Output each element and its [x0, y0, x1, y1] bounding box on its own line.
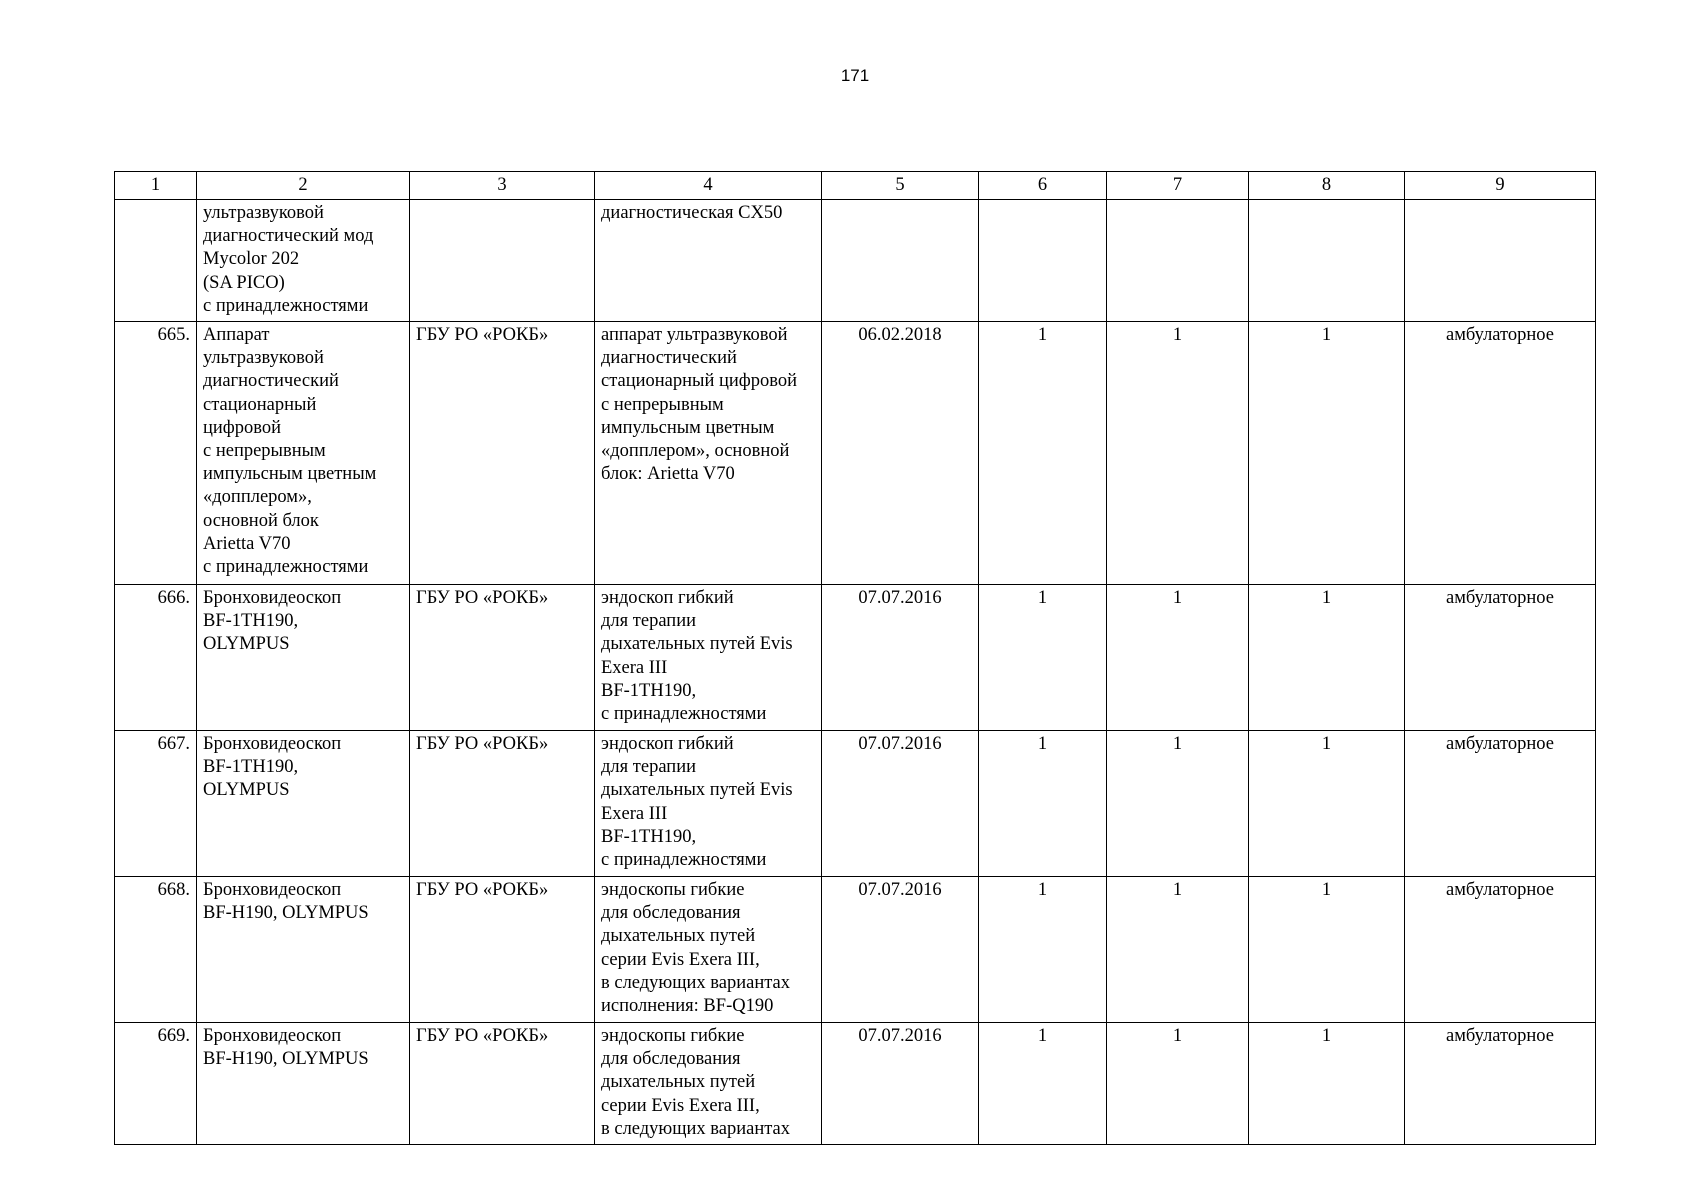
equipment-description: эндоскопы гибкие для обследования дыхательных путей серии Evis Exera III, в следующих вариантах	[595, 1023, 822, 1145]
column-header-8: 8	[1249, 172, 1405, 200]
table-row	[115, 200, 1596, 322]
quantity-col6: 1	[979, 731, 1107, 877]
organization: ГБУ РО «РОКБ»	[410, 1023, 595, 1145]
quantity-col6: 1	[979, 322, 1107, 585]
equipment-description: диагностическая CX50	[595, 200, 822, 322]
table-row	[115, 731, 1596, 877]
equipment-description: аппарат ультразвуковой диагностический стационарный цифровой с непрерывным импульсным цветным «допплером», основной блок: Arietta V70	[595, 322, 822, 585]
quantity-col7: 1	[1107, 877, 1249, 1023]
table-row	[115, 1023, 1596, 1145]
column-header-1: 1	[115, 172, 197, 200]
equipment-name: Бронховидеоскоп BF-H190, OLYMPUS	[197, 877, 410, 1023]
column-header-4: 4	[595, 172, 822, 200]
date: 07.07.2016	[822, 585, 979, 731]
table-row	[115, 877, 1596, 1023]
care-condition: амбулаторное	[1405, 322, 1596, 585]
organization: ГБУ РО «РОКБ»	[410, 877, 595, 1023]
table-row	[115, 322, 1596, 585]
care-condition: амбулаторное	[1405, 877, 1596, 1023]
quantity-col6: 1	[979, 1023, 1107, 1145]
quantity-col8: 1	[1249, 877, 1405, 1023]
equipment-table	[114, 171, 1596, 1145]
equipment-name: ультразвуковой диагностический мод Mycolor 202 (SA PICO) с принадлежностями	[197, 200, 410, 322]
equipment-name: Бронховидеоскоп BF-1TH190, OLYMPUS	[197, 731, 410, 877]
quantity-col8: 1	[1249, 731, 1405, 877]
equipment-name: Бронховидеоскоп BF-1TH190, OLYMPUS	[197, 585, 410, 731]
column-header-6: 6	[979, 172, 1107, 200]
organization	[410, 200, 595, 322]
care-condition: амбулаторное	[1405, 731, 1596, 877]
column-header-5: 5	[822, 172, 979, 200]
row-number	[115, 200, 197, 322]
care-condition: амбулаторное	[1405, 1023, 1596, 1145]
date: 06.02.2018	[822, 322, 979, 585]
organization: ГБУ РО «РОКБ»	[410, 585, 595, 731]
date: 07.07.2016	[822, 731, 979, 877]
column-header-2: 2	[197, 172, 410, 200]
row-number: 666.	[115, 585, 197, 731]
quantity-col7: 1	[1107, 585, 1249, 731]
equipment-description: эндоскопы гибкие для обследования дыхательных путей серии Evis Exera III, в следующих вариантах исполнения: BF-Q190	[595, 877, 822, 1023]
date	[822, 200, 979, 322]
quantity-col7: 1	[1107, 322, 1249, 585]
quantity-col6: 1	[979, 585, 1107, 731]
table-row	[115, 585, 1596, 731]
equipment-name: Бронховидеоскоп BF-H190, OLYMPUS	[197, 1023, 410, 1145]
care-condition	[1405, 200, 1596, 322]
quantity-col8: 1	[1249, 1023, 1405, 1145]
quantity-col7: 1	[1107, 1023, 1249, 1145]
organization: ГБУ РО «РОКБ»	[410, 731, 595, 877]
row-number: 667.	[115, 731, 197, 877]
quantity-col7: 1	[1107, 731, 1249, 877]
column-header-7: 7	[1107, 172, 1249, 200]
column-header-9: 9	[1405, 172, 1596, 200]
row-number: 669.	[115, 1023, 197, 1145]
row-number: 668.	[115, 877, 197, 1023]
page-number: 171	[840, 66, 870, 85]
quantity-col6	[979, 200, 1107, 322]
quantity-col7	[1107, 200, 1249, 322]
care-condition: амбулаторное	[1405, 585, 1596, 731]
quantity-col8: 1	[1249, 322, 1405, 585]
quantity-col8	[1249, 200, 1405, 322]
quantity-col6: 1	[979, 877, 1107, 1023]
equipment-description: эндоскоп гибкий для терапии дыхательных путей Evis Exera III BF-1TH190, с принадлежностями	[595, 585, 822, 731]
row-number: 665.	[115, 322, 197, 585]
date: 07.07.2016	[822, 1023, 979, 1145]
equipment-name: Аппарат ультразвуковой диагностический стационарный цифровой с непрерывным импульсным цветным «допплером», основной блок Arietta V70 с принадлежностями	[197, 322, 410, 585]
quantity-col8: 1	[1249, 585, 1405, 731]
organization: ГБУ РО «РОКБ»	[410, 322, 595, 585]
equipment-description: эндоскоп гибкий для терапии дыхательных путей Evis Exera III BF-1TH190, с принадлежностями	[595, 731, 822, 877]
column-header-3: 3	[410, 172, 595, 200]
date: 07.07.2016	[822, 877, 979, 1023]
header-row	[115, 172, 1596, 200]
